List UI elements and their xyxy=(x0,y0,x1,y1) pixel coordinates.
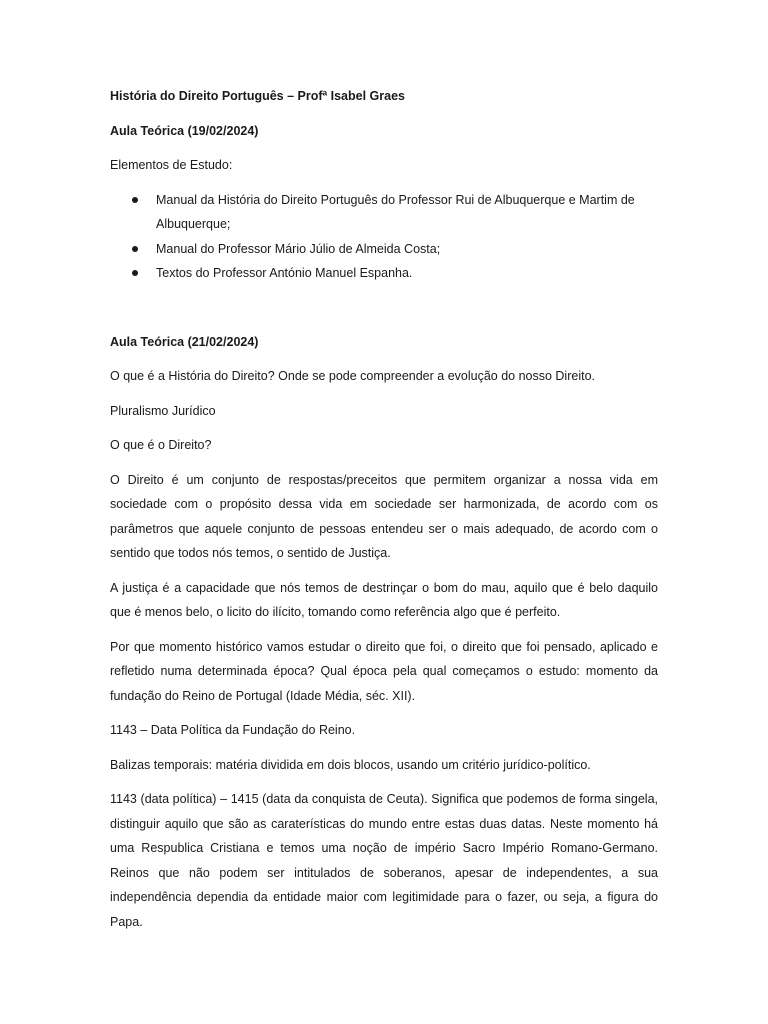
lesson-heading: Aula Teórica (19/02/2024) xyxy=(110,123,259,138)
list-item-text: Manual do Professor Mário Júlio de Almeida Costa; xyxy=(156,241,441,256)
list-item xyxy=(110,188,658,237)
lesson-heading: Aula Teórica (21/02/2024) xyxy=(110,334,259,349)
document-body xyxy=(110,84,658,944)
paragraph: A justiça é a capacidade que nós temos de destrinçar o bom do mau, aquilo que é belo daquilo que é menos belo, o licito do ilícito, tomando como referência algo que é perfeito. xyxy=(110,580,658,619)
paragraph: 1143 – Data Política da Fundação do Reino. xyxy=(110,723,356,737)
paragraph: O Direito é um conjunto de respostas/preceitos que permitem organizar a nossa vida em sociedade com o propósito dessa vida em sociedade ser harmonizada, de acordo com os parâmetros que aquele conjunto de pessoas entendeu ser o mais adequado, de acordo com o sentido que todos nós temos, o sentido de Justiça. xyxy=(110,472,658,560)
bullet-icon xyxy=(132,246,138,252)
list-item-text: Textos do Professor António Manuel Espanha. xyxy=(156,266,413,280)
paragraph: Por que momento histórico vamos estudar o direito que foi, o direito que foi pensado, aplicado e refletido numa determinada época? Qual época pela qual começamos o estudo: momento da fundação do Reino de Portugal (Idade Média, séc. XII). xyxy=(110,639,658,703)
list-item-text: Manual da História do Direito Português do Professor Rui de Albuquerque e Martim de Albuquerque; xyxy=(156,192,635,231)
paragraph: 1143 (data política) – 1415 (data da conquista de Ceuta). Significa que podemos de forma singela, distinguir aquilo que são as caraterísticas do mundo entre estas duas datas. Neste momento há uma Respublica Cristiana e temos uma noção de império Sacro Império Romano-Germano. Reinos que não podem ser intitulados de soberanos, apesar de independentes, a sua independência dependia da entidade maior com legitimidade para o fazer, ou seja, a figura do Papa. xyxy=(110,792,658,929)
paragraph: Pluralismo Jurídico xyxy=(110,403,216,418)
document-title: História do Direito Português – Profª Isabel Graes xyxy=(110,89,405,103)
study-elements-label: Elementos de Estudo: xyxy=(110,158,233,172)
study-elements-list xyxy=(110,188,658,286)
section-spacer xyxy=(110,286,658,330)
bullet-icon xyxy=(132,270,138,276)
paragraph: Balizas temporais: matéria dividida em dois blocos, usando um critério jurídico-político. xyxy=(110,757,591,772)
list-item xyxy=(110,237,658,262)
paragraph: O que é a História do Direito? Onde se pode compreender a evolução do nosso Direito. xyxy=(110,369,596,383)
bullet-icon xyxy=(132,197,138,203)
list-item xyxy=(110,261,658,286)
paragraph: O que é o Direito? xyxy=(110,438,212,452)
